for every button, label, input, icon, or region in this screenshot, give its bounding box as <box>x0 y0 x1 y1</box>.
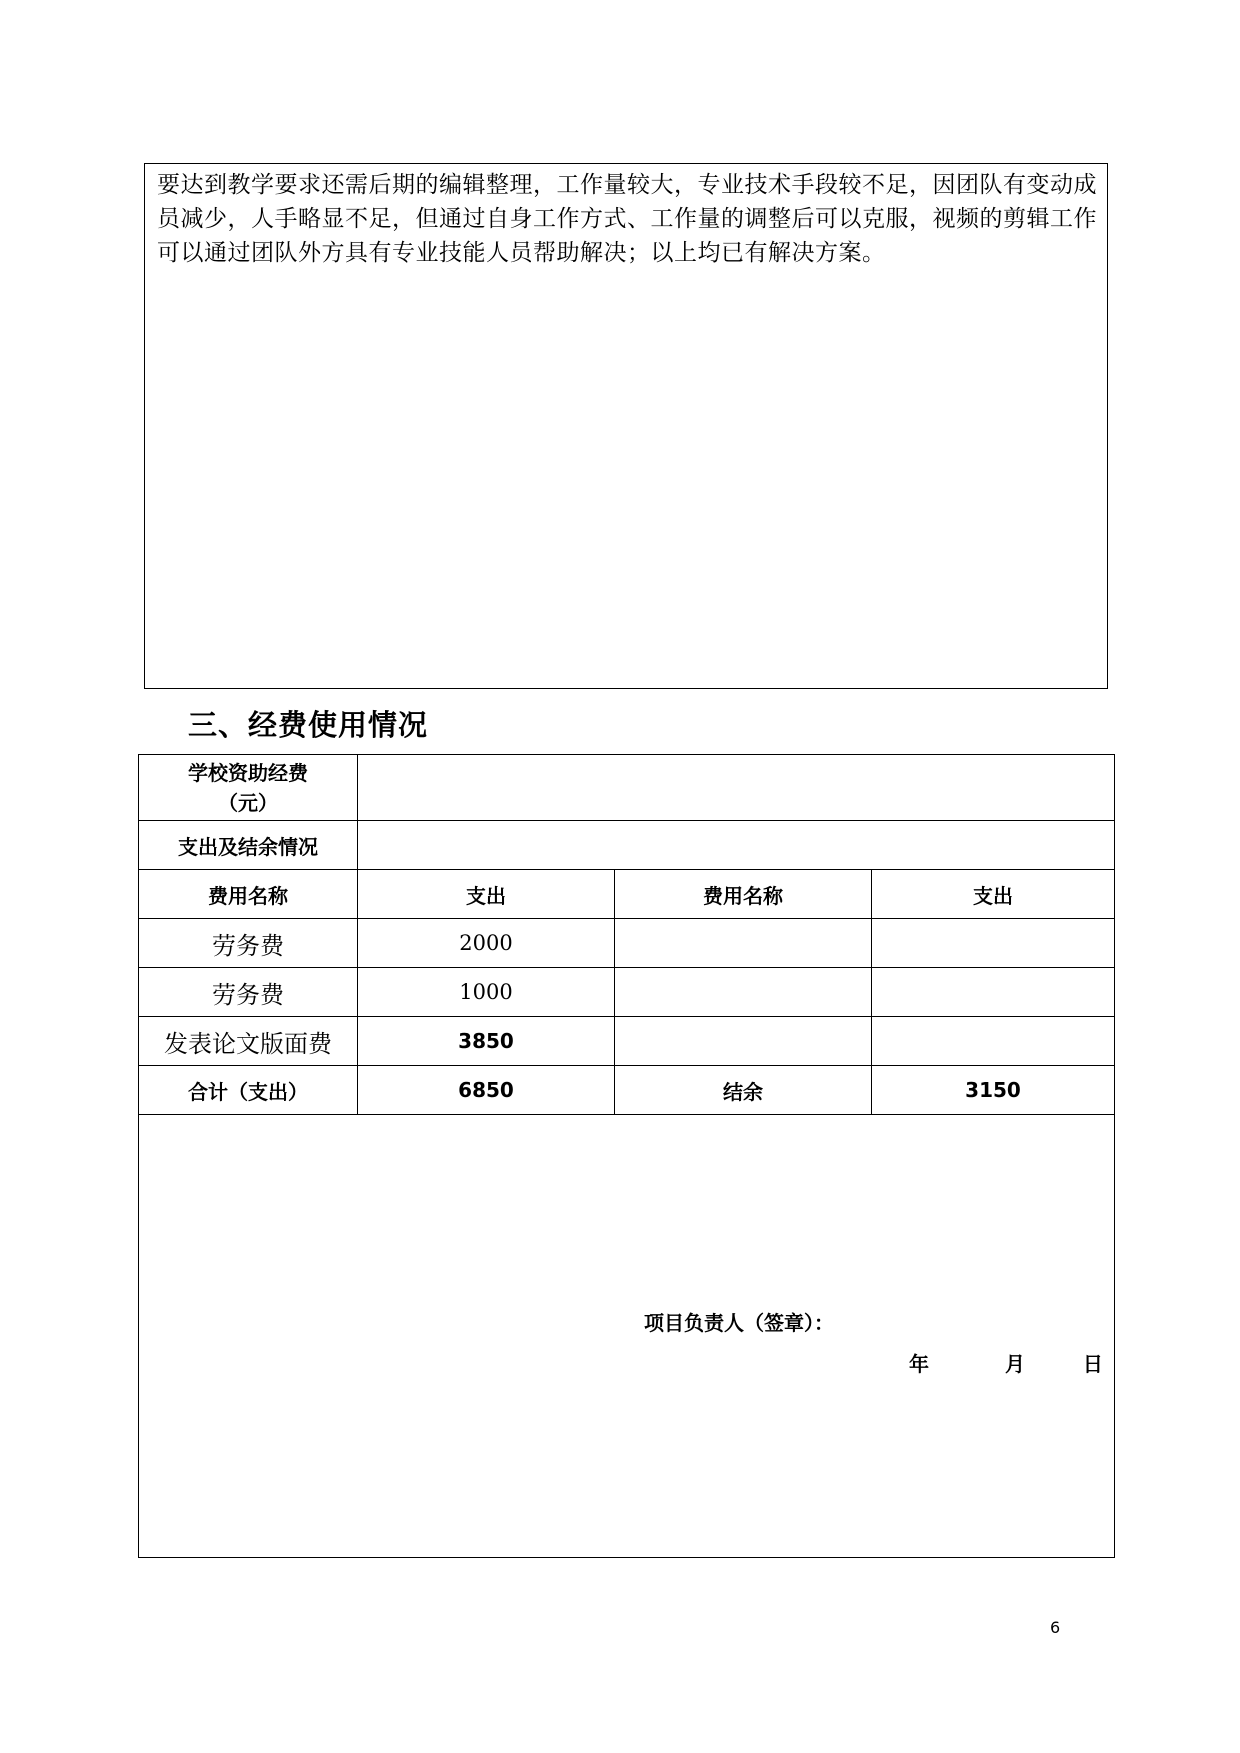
total-label: 合计（支出） <box>139 1066 358 1115</box>
remaining-value: 3150 <box>872 1066 1115 1115</box>
expense-amount-cell <box>872 919 1115 968</box>
signature-cell <box>139 1115 1115 1558</box>
expense-amount-cell: 2000 <box>358 919 615 968</box>
section-title: 三、经费使用情况 <box>188 708 429 742</box>
date-year: 年 <box>909 1352 929 1376</box>
table-row <box>139 968 1115 1017</box>
expense-name-cell: 发表论文版面费 <box>139 1017 358 1066</box>
date-day: 日 <box>1082 1352 1103 1376</box>
table-header-row <box>139 870 1115 919</box>
header-expenditure-2: 支出 <box>872 870 1115 919</box>
narrative-text-box <box>144 163 1108 689</box>
school-funding-label <box>139 755 358 821</box>
balance-status-row <box>139 821 1115 870</box>
expense-name-cell <box>615 1017 872 1066</box>
narrative-text: 要达到教学要求还需后期的编辑整理，工作量较大，专业技术手段较不足，因团队有变动成员减少，人手略显不足，但通过自身工作方式、工作量的调整后可以克服，视频的剪辑工作可以通过团队外方具有专业技能人员帮助解决；以上均已有解决方案。 <box>157 172 1097 266</box>
table-row <box>139 919 1115 968</box>
expense-amount-cell <box>872 1017 1115 1066</box>
expense-name-cell <box>615 919 872 968</box>
school-funding-value <box>358 755 1115 821</box>
expense-name-cell: 劳务费 <box>139 968 358 1017</box>
signature-date <box>909 1348 1103 1377</box>
total-value: 6850 <box>358 1066 615 1115</box>
balance-status-label: 支出及结余情况 <box>139 821 358 870</box>
signer-label: 项目负责人（签章）： <box>644 1311 834 1335</box>
school-funding-row <box>139 755 1115 821</box>
expense-amount-cell: 1000 <box>358 968 615 1017</box>
school-funding-label-line1: 学校资助经费 <box>188 760 308 785</box>
page-number: 6 <box>1050 1618 1061 1637</box>
expense-amount-cell <box>872 968 1115 1017</box>
total-row <box>139 1066 1115 1115</box>
expense-name-cell: 劳务费 <box>139 919 358 968</box>
header-expense-name-1: 费用名称 <box>139 870 358 919</box>
remaining-label: 结余 <box>615 1066 872 1115</box>
signature-row <box>139 1115 1115 1558</box>
expense-table <box>138 754 1115 1558</box>
school-funding-label-line2: （元） <box>218 790 278 815</box>
expense-amount-cell: 3850 <box>358 1017 615 1066</box>
header-expense-name-2: 费用名称 <box>615 870 872 919</box>
table-row <box>139 1017 1115 1066</box>
header-expenditure-1: 支出 <box>358 870 615 919</box>
balance-status-value <box>358 821 1115 870</box>
expense-name-cell <box>615 968 872 1017</box>
date-month: 月 <box>1004 1352 1025 1376</box>
